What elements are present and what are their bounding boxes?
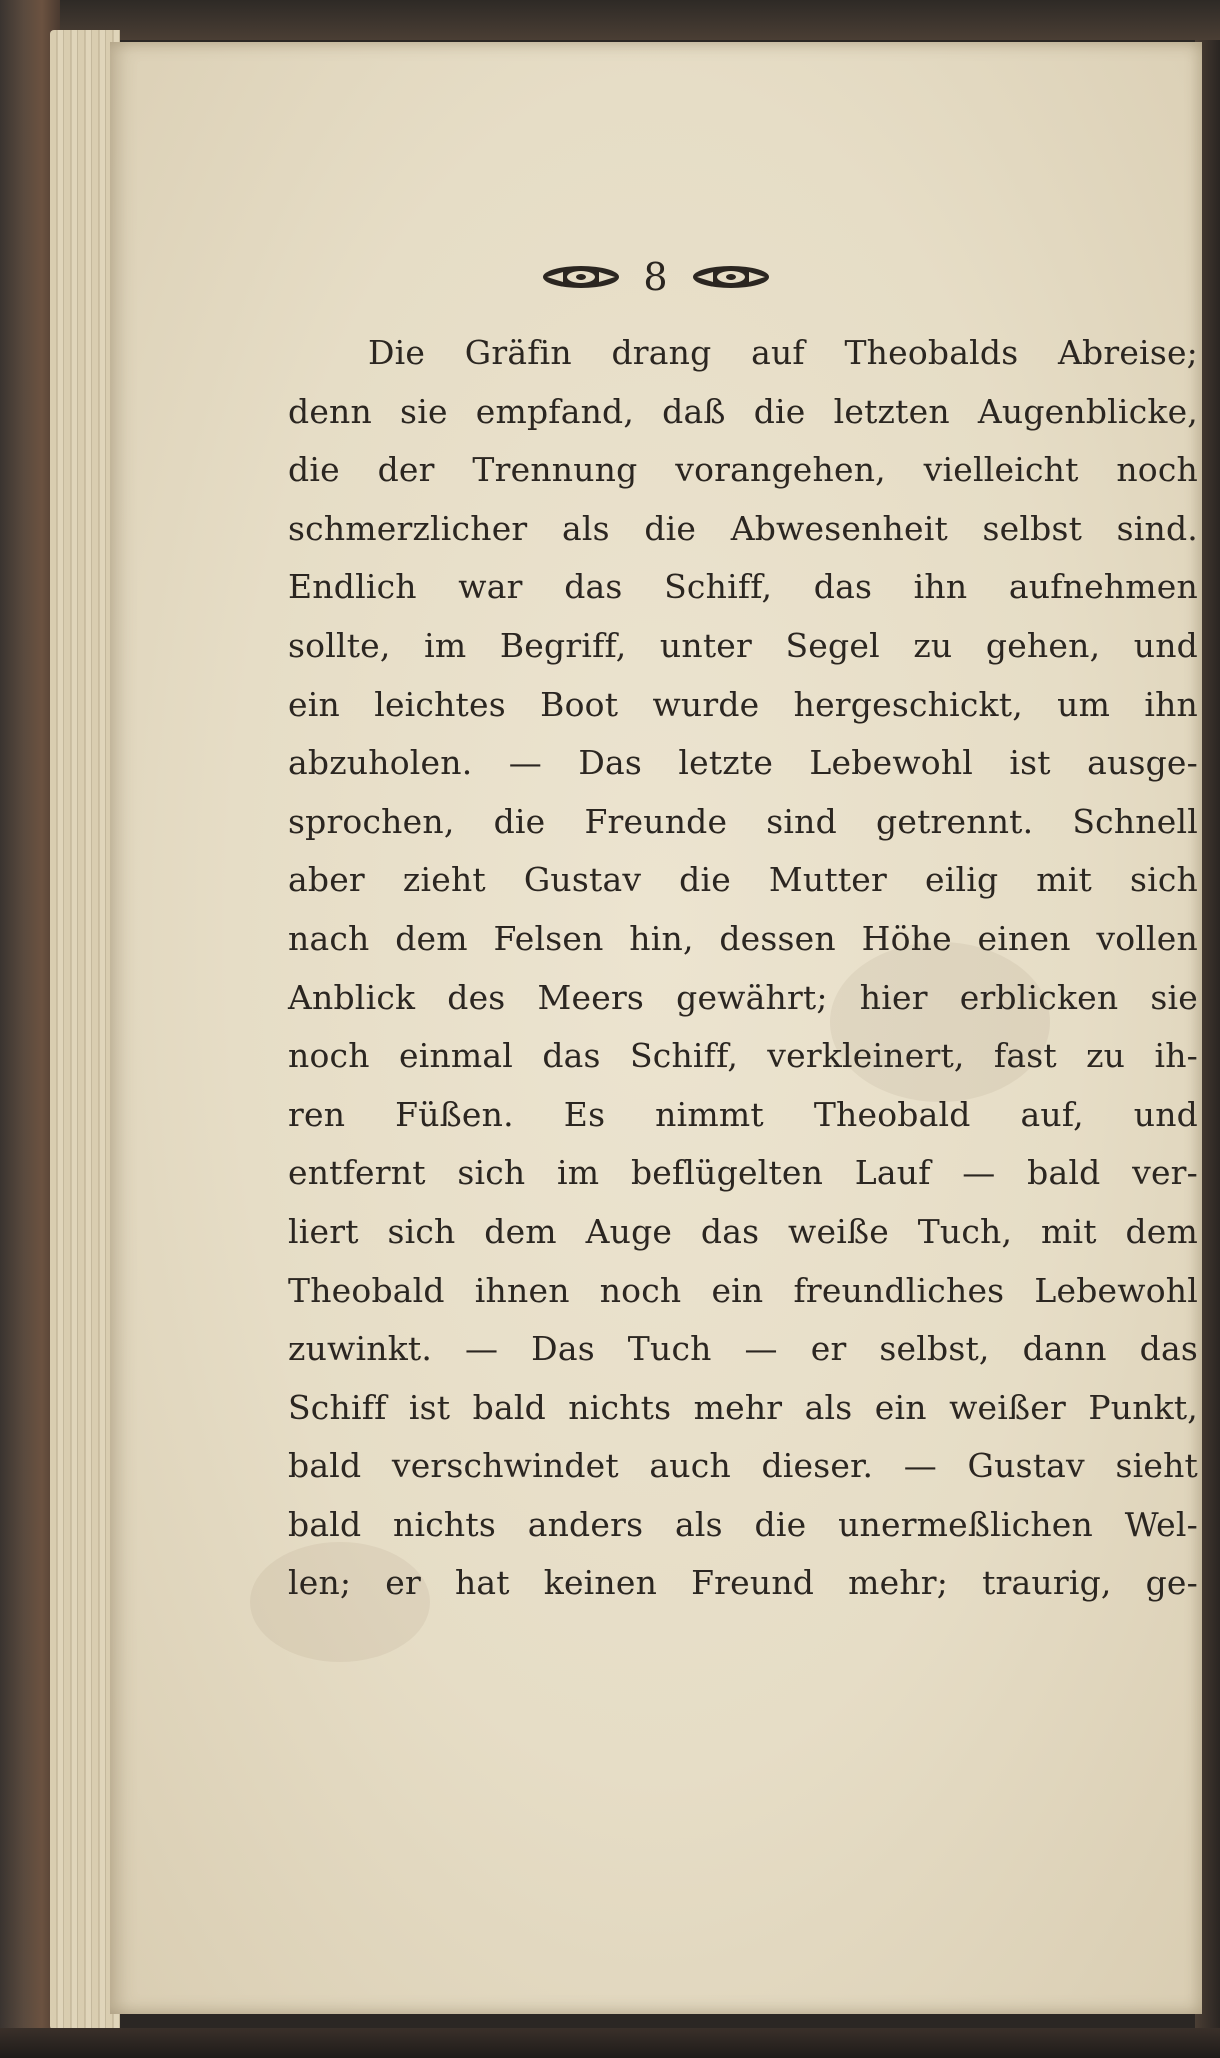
text-line: Theobald ihnen noch ein freundliches Lebewohl — [288, 1270, 1198, 1310]
text-line: aber zieht Gustav die Mutter eilig mit sich — [288, 860, 1198, 900]
book-cover-top — [0, 0, 1220, 40]
text-line: denn sie empfand, daß die letzten Augenblicke, — [288, 391, 1198, 431]
text-line: noch einmal das Schiff, verkleinert, fast zu ih- — [288, 1036, 1198, 1076]
text-line: liert sich dem Auge das weiße Tuch, mit dem — [288, 1211, 1198, 1251]
text-line: sprochen, die Freunde sind getrennt. Schnell — [288, 801, 1198, 841]
text-line: bald verschwindet auch dieser. — Gustav sieht — [288, 1446, 1198, 1486]
text-line: nach dem Felsen hin, dessen Höhe einen vollen — [288, 918, 1198, 958]
text-line: zuwinkt. — Das Tuch — er selbst, dann das — [288, 1329, 1198, 1369]
text-line: ren Füßen. Es nimmt Theobald auf, und — [288, 1094, 1198, 1134]
text-line: entfernt sich im beflügelten Lauf — bald ver- — [288, 1153, 1198, 1193]
page-number: 8 — [643, 255, 669, 299]
text-line: bald nichts anders als die unermeßlichen Wel- — [288, 1504, 1198, 1544]
text-line: Anblick des Meers gewährt; hier erblicken sie — [288, 977, 1198, 1017]
left-ornament-icon — [541, 264, 621, 290]
text-line: Die Gräfin drang auf Theobalds Abreise; — [368, 333, 1198, 372]
text-line: die der Trennung vorangehen, vielleicht noch — [288, 450, 1198, 490]
book-page — [110, 42, 1202, 2014]
text-line: ein leichtes Boot wurde hergeschickt, um ihn — [288, 684, 1198, 724]
text-line: abzuholen. — Das letzte Lebewohl ist ausge- — [288, 743, 1198, 783]
text-line: Endlich war das Schiff, das ihn aufnehmen — [288, 567, 1198, 607]
page-header — [110, 247, 1202, 307]
body-text — [288, 324, 1198, 1613]
right-ornament-icon — [691, 264, 771, 290]
book-cover-bottom — [0, 2028, 1220, 2058]
text-line: sollte, im Begriff, unter Segel zu gehen, und — [288, 625, 1198, 665]
text-line: len; er hat keinen Freund mehr; traurig, ge- — [288, 1563, 1198, 1603]
text-line: schmerzlicher als die Abwesenheit selbst sind. — [288, 508, 1198, 548]
text-line: Schiff ist bald nichts mehr als ein weißer Punkt, — [288, 1387, 1198, 1427]
